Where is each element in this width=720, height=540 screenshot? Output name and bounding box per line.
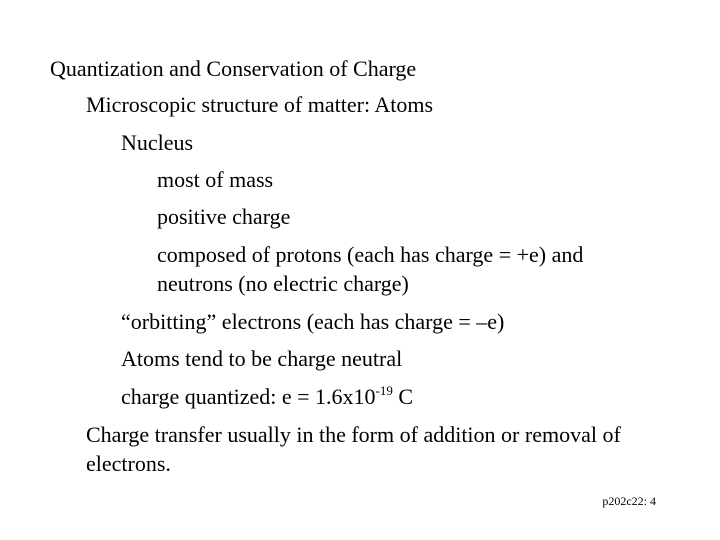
quantized-prefix: charge quantized: e = 1.6x10 (121, 384, 376, 409)
quantized-exponent: -19 (375, 383, 393, 398)
bullet-electrons: “orbitting” electrons (each has charge = –e) (121, 309, 505, 334)
bullet-charge-transfer-line-2: electrons. (86, 451, 171, 476)
slide-footer-page-label: p202c22: 4 (602, 494, 656, 508)
bullet-mass: most of mass (157, 167, 274, 192)
bullet-charge-quantized (121, 383, 413, 411)
bullet-positive-charge: positive charge (157, 204, 291, 229)
quantized-unit: C (392, 384, 414, 409)
bullet-composed-line-2: neutrons (no electric charge) (157, 271, 409, 296)
bullet-charge-neutral: Atoms tend to be charge neutral (121, 346, 403, 371)
bullet-atoms: Microscopic structure of matter: Atoms (86, 92, 434, 117)
bullet-nucleus: Nucleus (121, 130, 194, 155)
bullet-composed-line-1: composed of protons (each has charge = +e) and (157, 242, 584, 267)
slide-title: Quantization and Conservation of Charge (50, 56, 417, 81)
bullet-charge-transfer-line-1: Charge transfer usually in the form of addition or removal of (86, 422, 621, 447)
